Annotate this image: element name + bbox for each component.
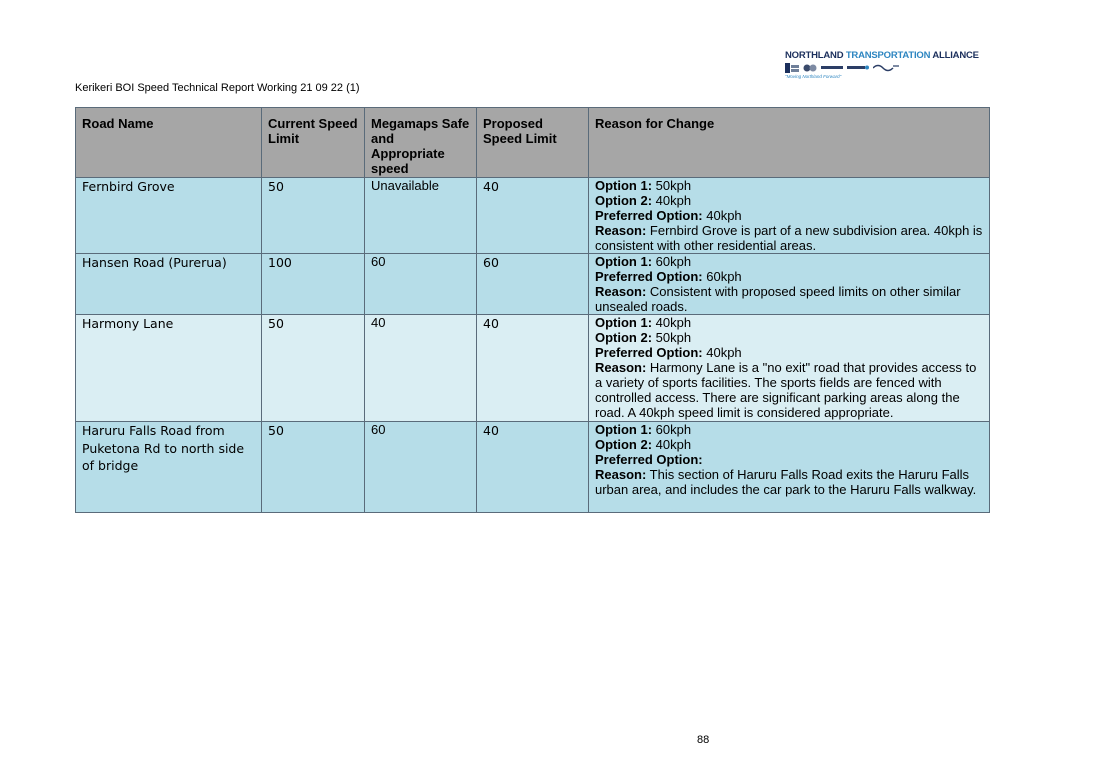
column-header-reason: Reason for Change [589,108,990,178]
reason-line [595,422,983,437]
reason-label: Reason: [595,223,647,238]
reason-label: Option 1: [595,422,653,437]
road-name-cell: Hansen Road (Purerua) [76,254,262,315]
reason-text: 40kph [652,193,692,208]
reason-cell [589,254,990,315]
reason-text: 50kph [652,178,692,193]
partner-circles-icon [803,63,817,73]
reason-text: Consistent with proposed speed limits on other similar unsealed roads. [595,284,961,314]
table-row [76,254,990,315]
reason-label: Option 2: [595,193,653,208]
reason-line [595,315,983,330]
reason-label: Reason: [595,360,647,375]
reason-cell [589,315,990,422]
table-row [76,315,990,422]
current-speed-cell: 50 [262,422,365,513]
road-name-cell: Haruru Falls Road from Puketona Rd to north side of bridge [76,422,262,513]
column-header-road-name: Road Name [76,108,262,178]
reason-line [595,208,983,223]
reason-text: Harmony Lane is a "no exit" road that provides access to a variety of sports facilities. The sports fields are fenced with controlled access. There are significant parking areas along the road. A 40kph speed limit is considered appropriate. [595,360,977,420]
reason-line [595,345,983,360]
reason-line [595,452,983,467]
reason-line [595,284,983,314]
table-row [76,178,990,254]
reason-label: Reason: [595,284,647,299]
reason-line [595,223,983,253]
reason-line [595,437,983,452]
partner-whangarei-icon [821,63,843,73]
megamaps-speed-cell: 40 [365,315,477,422]
logo-tagline: "Moving Northland Forward" [785,74,842,79]
road-name-cell: Harmony Lane [76,315,262,422]
road-name-cell: Fernbird Grove [76,178,262,254]
current-speed-cell: 100 [262,254,365,315]
reason-label: Option 2: [595,437,653,452]
megamaps-speed-cell: Unavailable [365,178,477,254]
reason-label: Option 1: [595,254,653,269]
reason-line [595,254,983,269]
reason-text: 50kph [652,330,692,345]
partner-northland-icon [847,63,869,73]
northland-transportation-alliance-logo [785,50,979,82]
logo-title [785,50,979,61]
reason-text: 40kph [702,345,742,360]
reason-label: Preferred Option: [595,269,703,284]
proposed-speed-cell: 60 [477,254,589,315]
reason-line [595,467,983,497]
partner-emblem-icon [785,63,799,73]
logo-word-alliance: ALLIANCE [932,50,979,61]
reason-text: 40kph [652,437,692,452]
speed-limit-table [75,107,990,513]
reason-text: 60kph [652,422,692,437]
reason-label: Preferred Option: [595,452,703,467]
reason-text: 40kph [652,315,692,330]
page-number: 88 [697,734,710,746]
partner-nzta-icon [873,63,899,73]
reason-line [595,178,983,193]
current-speed-cell: 50 [262,178,365,254]
table-row [76,422,990,513]
megamaps-speed-cell: 60 [365,254,477,315]
reason-label: Option 1: [595,178,653,193]
logo-word-transportation: TRANSPORTATION [845,50,931,61]
reason-label: Option 1: [595,315,653,330]
reason-cell [589,178,990,254]
proposed-speed-cell: 40 [477,422,589,513]
reason-text: This section of Haruru Falls Road exits the Haruru Falls urban area, and includes the car park to the Haruru Falls walkway. [595,467,977,497]
reason-text: 40kph [702,208,742,223]
column-header-current-speed: Current Speed Limit [262,108,365,178]
reason-line [595,360,983,420]
table-header-row [76,108,990,178]
reason-label: Preferred Option: [595,345,703,360]
proposed-speed-cell: 40 [477,178,589,254]
column-header-megamaps-speed: Megamaps Safe and Appropriate speed [365,108,477,178]
reason-text: 60kph [652,254,692,269]
reason-label: Reason: [595,467,647,482]
document-header-title: Kerikeri BOI Speed Technical Report Working 21 09 22 (1) [75,82,360,94]
reason-line [595,193,983,208]
current-speed-cell: 50 [262,315,365,422]
logo-partner-strip [785,63,955,73]
reason-text: Fernbird Grove is part of a new subdivision area. 40kph is consistent with other residential areas. [595,223,983,253]
reason-cell [589,422,990,513]
reason-label: Option 2: [595,330,653,345]
logo-word-northland: NORTHLAND [785,50,844,61]
reason-line [595,269,983,284]
column-header-proposed-speed: Proposed Speed Limit [477,108,589,178]
megamaps-speed-cell: 60 [365,422,477,513]
reason-text: 60kph [702,269,742,284]
reason-line [595,330,983,345]
proposed-speed-cell: 40 [477,315,589,422]
reason-label: Preferred Option: [595,208,703,223]
